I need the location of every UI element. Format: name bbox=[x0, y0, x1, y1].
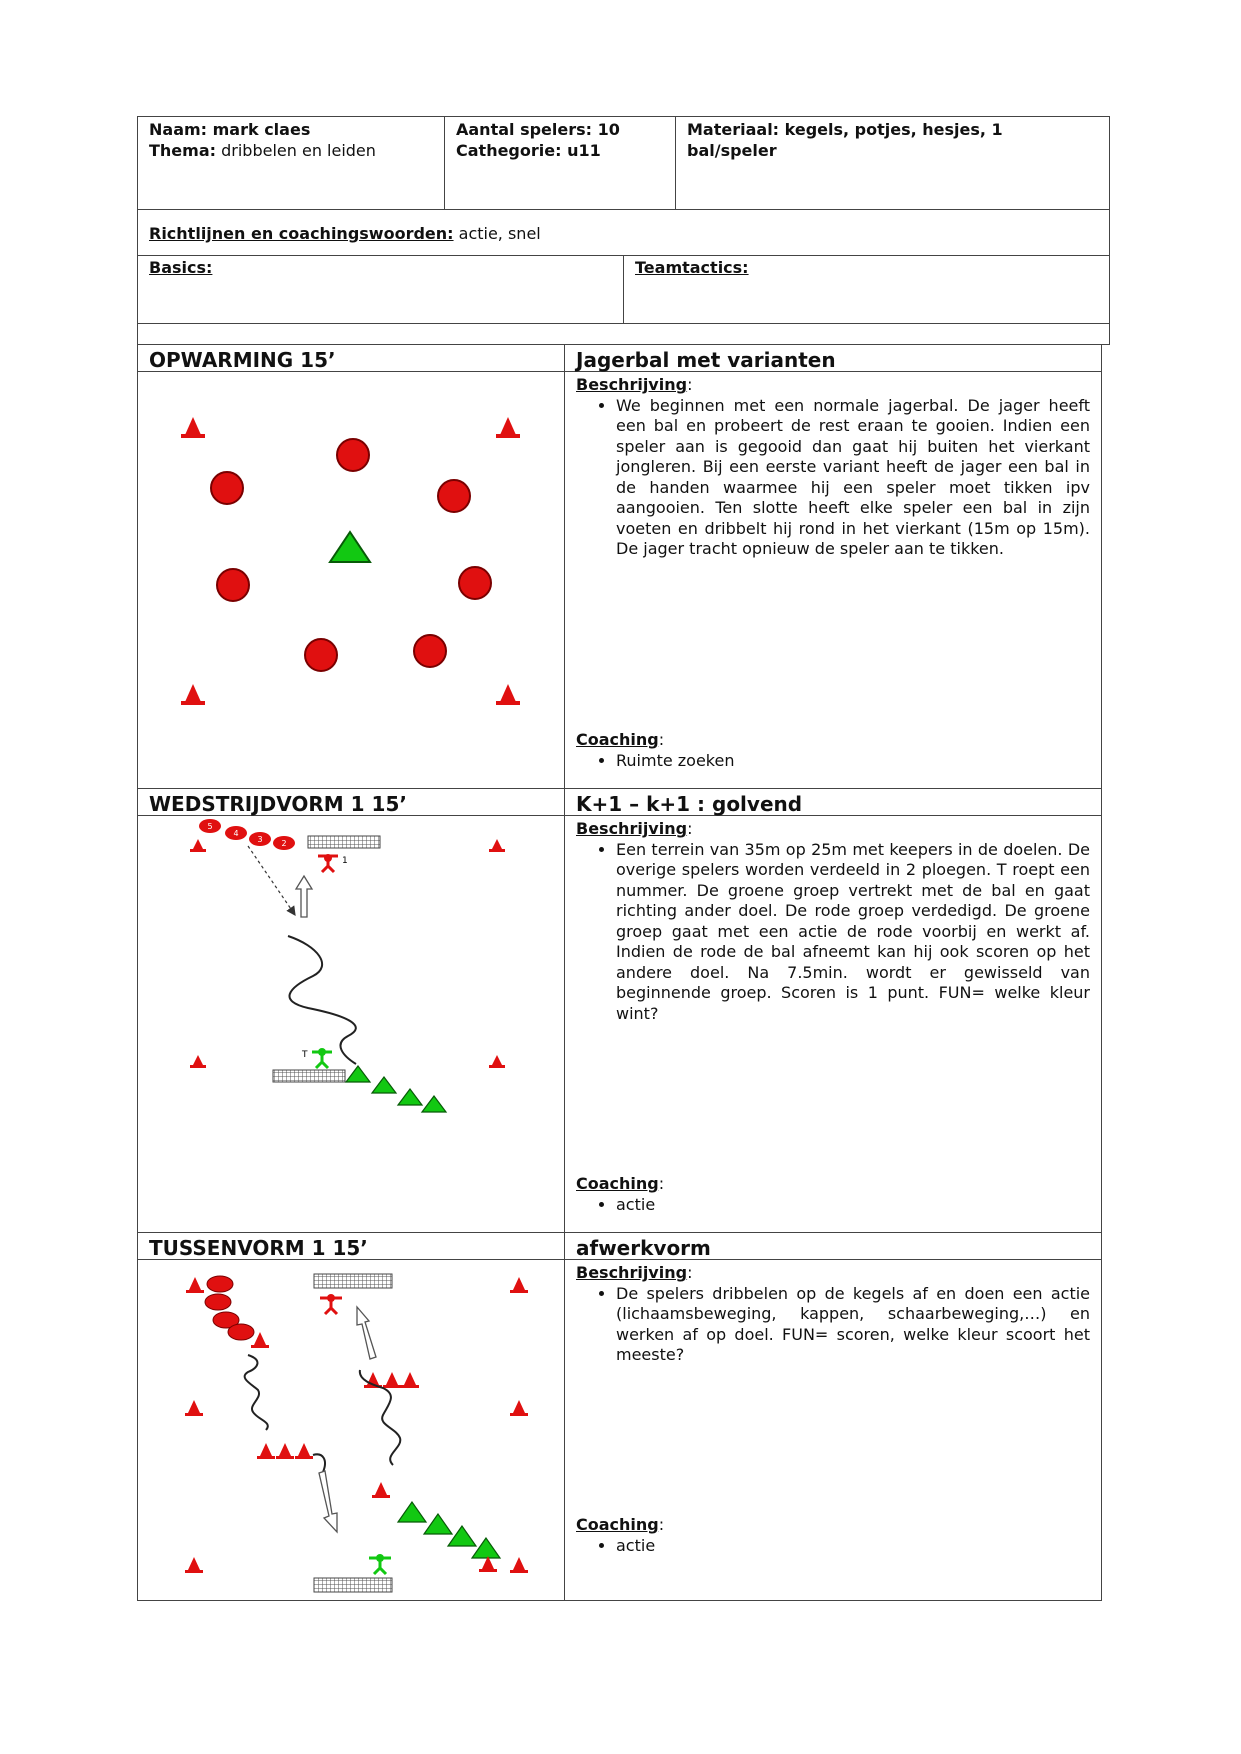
spelers-label: Aantal spelers: 10 bbox=[456, 120, 620, 139]
dribble-path bbox=[245, 1355, 268, 1430]
beschrijving-label: Beschrijving bbox=[576, 819, 688, 838]
thema-line bbox=[149, 140, 439, 161]
cone-icon bbox=[185, 1557, 203, 1573]
section3-left-title: TUSSENVORM 1 15’ bbox=[149, 1236, 368, 1260]
coaching-label: Coaching bbox=[576, 730, 659, 749]
cone-icon bbox=[401, 1372, 419, 1388]
cone-icon bbox=[190, 1055, 206, 1068]
red-number: 3 bbox=[257, 835, 263, 844]
cone-icon bbox=[372, 1482, 390, 1498]
section1-description: Beschrijving: • We beginnen met een normale jagerbal. De jager heeft een bal en probeert de rest eraan te gooien. Indien een speler aan is gegooid dan gaat hij buiten het vierkant jongleren. Bij een eerste variant heeft de jager een bal in de handen waarmee hij een speler moet tikken ipv aangooien. Ten slotte heeft elke speler een bal in zijn voeten en dribbelt hij rond in het vierkant (15m op 15m). De jager tracht opnieuw de speler aan te tikken. bbox=[566, 372, 1100, 563]
warmup-diagram bbox=[138, 372, 563, 787]
richtlijnen-value: actie, snel bbox=[453, 224, 541, 243]
spacer-row bbox=[137, 323, 1110, 345]
cone-icon bbox=[510, 1557, 528, 1573]
player-red bbox=[438, 480, 470, 512]
cone-icon bbox=[190, 839, 206, 852]
richtlijnen-line bbox=[149, 223, 1089, 244]
cone-icon bbox=[185, 1400, 203, 1416]
cone-icon bbox=[496, 417, 520, 438]
cone-icon bbox=[257, 1443, 275, 1459]
keeper-red-icon bbox=[320, 1294, 342, 1314]
section3-description: Beschrijving: • De spelers dribbelen op de kegels af en doen een actie (lichaamsbeweging, kappen, schaarbeweging,…) en werken af op doel. FUN= scoren, welke kleur scoort het meeste? bbox=[566, 1260, 1100, 1369]
thema-label: Thema: bbox=[149, 141, 217, 160]
red-players bbox=[205, 1276, 254, 1340]
run-arrow bbox=[357, 1307, 376, 1359]
player-red bbox=[305, 639, 337, 671]
red-players bbox=[199, 819, 295, 850]
section3-right-title: afwerkvorm bbox=[576, 1236, 711, 1260]
green-players bbox=[346, 1066, 446, 1112]
section3-coaching: Coaching: • actie bbox=[566, 1512, 1100, 1559]
cone-icon bbox=[181, 417, 205, 438]
section1-coaching: Coaching: • Ruimte zoeken bbox=[566, 727, 1100, 774]
cone-icon bbox=[496, 684, 520, 705]
dribble-path bbox=[288, 936, 356, 1064]
coaching-label: Coaching bbox=[576, 1174, 659, 1193]
naam-label: Naam: mark claes bbox=[149, 120, 311, 139]
beschrijving-item: • De spelers dribbelen op de kegels af en doen een actie (lichaamsbeweging, kappen, schaarbeweging,…) en werken af op doel. FUN= scoren, welke kleur scoort het meeste? bbox=[616, 1284, 1090, 1366]
cone-icon bbox=[186, 1277, 204, 1293]
keeper-green-icon bbox=[369, 1554, 391, 1574]
cone-icon bbox=[181, 684, 205, 705]
player-red bbox=[211, 472, 243, 504]
section1-right-title: Jagerbal met varianten bbox=[576, 348, 836, 372]
naam-cell bbox=[149, 119, 439, 161]
trainer-label: T bbox=[302, 1050, 308, 1060]
coaching-item: • actie bbox=[616, 1195, 1090, 1216]
section2-description: Beschrijving: • Een terrein van 35m op 25m met keepers in de doelen. De overige spelers worden verdeeld in 2 ploegen. T roept een nummer. De groene groep vertrekt met de bal en gaat richting ander doel. De rode groep verdedigd. De groene groep gaat met een actie de rode voorbij en werkt af. Indien de rode de bal afneemt kan hij ook scoren op het andere doel. Na 7.5min. wordt er gewisseld van beginnende groep. Scoren is 1 punt. FUN= welke kleur wint? bbox=[566, 816, 1100, 1027]
match-diagram bbox=[138, 816, 563, 1231]
beschrijving-item: • Een terrein van 35m op 25m met keepers in de doelen. De overige spelers worden verdeeld in 2 ploegen. T roept een nummer. De groene groep vertrekt met de bal en gaat richting ander doel. De rode groep verdedigd. De groene groep gaat met een actie de rode voorbij en werkt af. Indien de rode de bal afneemt kan hij ook scoren op het andere doel. Na 7.5min. wordt er gewisseld van beginnende groep. Scoren is 1 punt. FUN= welke kleur wint? bbox=[616, 840, 1090, 1025]
materiaal-label: Materiaal: kegels, potjes, hesjes, 1 bal/speler bbox=[687, 120, 1003, 160]
keeper-green-icon bbox=[301, 1048, 332, 1068]
coaching-label: Coaching bbox=[576, 1515, 659, 1534]
cone-icon bbox=[295, 1443, 313, 1459]
categorie-label: Cathegorie: u11 bbox=[456, 141, 601, 160]
goal-bottom bbox=[314, 1578, 392, 1592]
hunter-green bbox=[330, 532, 370, 562]
goal-top bbox=[308, 836, 380, 848]
cone-icon bbox=[510, 1400, 528, 1416]
beschrijving-item: • We beginnen met een normale jagerbal. De jager heeft een bal en probeert de rest eraan te gooien. Indien een speler aan is gegooid dan gaat hij buiten het vierkant jongleren. Bij een eerste variant heeft de jager een bal in de handen waarmee hij een speler moet tikken ipv aangooien. Ten slotte heeft elke speler een bal in zijn voeten en dribbelt hij rond in het vierkant (15m op 15m). De jager tracht opnieuw de speler aan te tikken. bbox=[616, 396, 1090, 560]
spelers-cell bbox=[456, 119, 671, 161]
run-arrow bbox=[296, 876, 312, 917]
cone-icon bbox=[489, 839, 505, 852]
section2-coaching: Coaching: • actie bbox=[566, 1171, 1100, 1218]
shot-arrow bbox=[319, 1471, 337, 1532]
player-red bbox=[414, 635, 446, 667]
pass-line bbox=[248, 846, 293, 912]
coaching-item: • actie bbox=[616, 1536, 1090, 1557]
section2-left-title: WEDSTRIJDVORM 1 15’ bbox=[149, 792, 407, 816]
red-number: 2 bbox=[281, 839, 287, 848]
thema-value: dribbelen en leiden bbox=[216, 141, 376, 160]
red-number: 4 bbox=[233, 829, 239, 838]
cone-icon bbox=[383, 1372, 401, 1388]
goal-bottom bbox=[273, 1070, 345, 1082]
player-red bbox=[337, 439, 369, 471]
richtlijnen-label: Richtlijnen en coachingswoorden: bbox=[149, 224, 454, 243]
keeper-red-icon bbox=[318, 854, 348, 872]
green-players bbox=[398, 1502, 500, 1558]
beschrijving-label: Beschrijving bbox=[576, 375, 688, 394]
section2-right-title: K+1 – k+1 : golvend bbox=[576, 792, 803, 816]
teamtactics-label: Teamtactics: bbox=[635, 258, 749, 277]
player-red bbox=[217, 569, 249, 601]
goal-top bbox=[314, 1274, 392, 1288]
finishing-diagram bbox=[138, 1260, 563, 1600]
keeper-number: 1 bbox=[342, 856, 348, 866]
red-number: 5 bbox=[207, 822, 213, 831]
cone-icon bbox=[510, 1277, 528, 1293]
cone-icon bbox=[276, 1443, 294, 1459]
coaching-item: • Ruimte zoeken bbox=[616, 751, 1090, 772]
cone-icon bbox=[489, 1055, 505, 1068]
beschrijving-label: Beschrijving bbox=[576, 1263, 688, 1282]
section1-left-title: OPWARMING 15’ bbox=[149, 348, 336, 372]
basics-label: Basics: bbox=[149, 258, 213, 277]
player-red bbox=[459, 567, 491, 599]
